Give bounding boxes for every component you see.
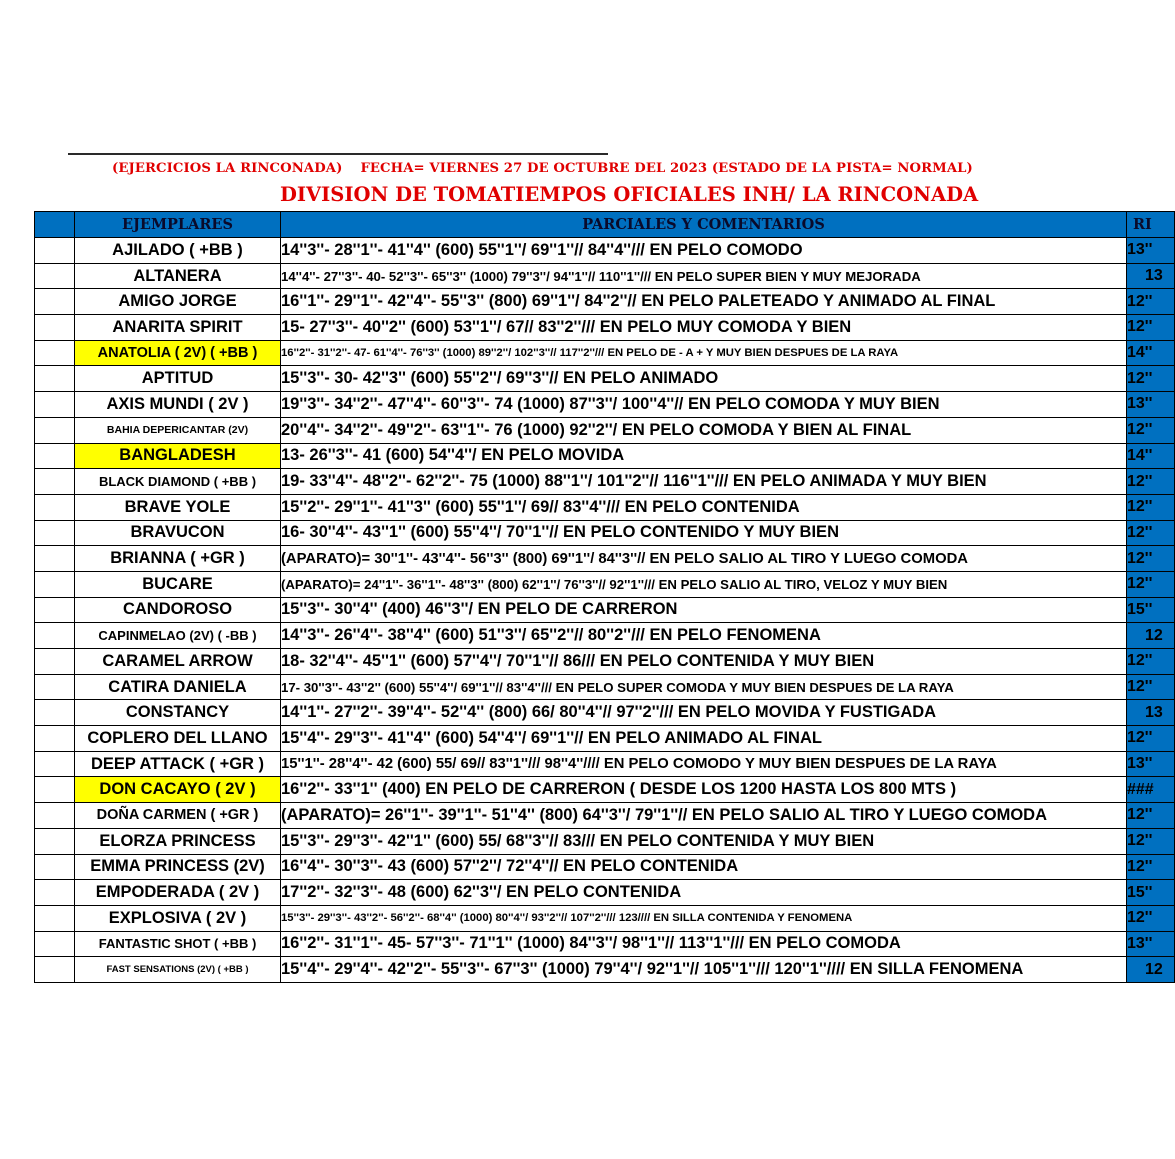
workout-result: 12'' bbox=[1127, 571, 1175, 597]
workout-result: 13'' bbox=[1127, 392, 1175, 418]
table-row bbox=[35, 751, 1175, 777]
workout-result: 12'' bbox=[1127, 289, 1175, 315]
horse-name: APTITUD bbox=[75, 366, 281, 392]
top-rule bbox=[68, 153, 608, 155]
header-blank-cell bbox=[35, 212, 75, 238]
table-row bbox=[35, 803, 1175, 829]
workout-splits: 15''3''- 30- 42''3'' (600) 55''2''/ 69''3''// EN PELO ANIMADO bbox=[281, 366, 1127, 392]
workout-splits: 16''1''- 29''1''- 42''4''- 55''3'' (800) 69''1''/ 84''2''// EN PELO PALETEADO Y ANIMADO AL FINAL bbox=[281, 289, 1127, 315]
table-row bbox=[35, 700, 1175, 726]
workout-result: 12 bbox=[1127, 623, 1175, 649]
table-row bbox=[35, 263, 1175, 289]
horse-name: DON CACAYO ( 2V ) bbox=[75, 777, 281, 803]
horse-name: EXPLOSIVA ( 2V ) bbox=[75, 905, 281, 931]
table-row bbox=[35, 392, 1175, 418]
workout-splits: 14''3''- 28''1''- 41''4'' (600) 55''1''/ 69''1''// 84''4''/// EN PELO COMODO bbox=[281, 238, 1127, 264]
horse-name: BLACK DIAMOND ( +BB ) bbox=[75, 469, 281, 495]
table-row bbox=[35, 546, 1175, 572]
workout-result: 12'' bbox=[1127, 520, 1175, 546]
workout-splits: 15''4''- 29''3''- 41''4'' (600) 54''4''/ 69''1''// EN PELO ANIMADO AL FINAL bbox=[281, 726, 1127, 752]
workout-result: 12'' bbox=[1127, 854, 1175, 880]
table-row bbox=[35, 854, 1175, 880]
workout-result: ### bbox=[1127, 777, 1175, 803]
workout-splits: 16''4''- 30''3''- 43 (600) 57''2''/ 72''4''// EN PELO CONTENIDA bbox=[281, 854, 1127, 880]
table-row bbox=[35, 905, 1175, 931]
table-row bbox=[35, 340, 1175, 366]
header-result: RI bbox=[1127, 212, 1175, 238]
workout-splits: 18- 32''4''- 45''1'' (600) 57''4''/ 70''1''// 86/// EN PELO CONTENIDA Y MUY BIEN bbox=[281, 649, 1127, 675]
horse-name: CARAMEL ARROW bbox=[75, 649, 281, 675]
horse-name: ALTANERA bbox=[75, 263, 281, 289]
table-row bbox=[35, 494, 1175, 520]
workout-splits: 17''2''- 32''3''- 48 (600) 62''3''/ EN PELO CONTENIDA bbox=[281, 880, 1127, 906]
horse-name: CATIRA DANIELA bbox=[75, 674, 281, 700]
table-row bbox=[35, 931, 1175, 957]
table-row bbox=[35, 520, 1175, 546]
workout-splits: 14''3''- 26''4''- 38''4'' (600) 51''3''/ 65''2''// 80''2''/// EN PELO FENOMENA bbox=[281, 623, 1127, 649]
horse-name: FANTASTIC SHOT ( +BB ) bbox=[75, 931, 281, 957]
workouts-table bbox=[34, 211, 1175, 983]
workout-splits: 15''3''- 30''4'' (400) 46''3''/ EN PELO DE CARRERON bbox=[281, 597, 1127, 623]
table-row bbox=[35, 597, 1175, 623]
table-row bbox=[35, 828, 1175, 854]
workout-result: 12'' bbox=[1127, 366, 1175, 392]
workout-splits: 19''3''- 34''2''- 47''4''- 60''3''- 74 (1000) 87''3''/ 100''4''// EN PELO COMODA Y MUY BIEN bbox=[281, 392, 1127, 418]
header-parciales: PARCIALES Y COMENTARIOS bbox=[281, 212, 1127, 238]
horse-name: ANARITA SPIRIT bbox=[75, 315, 281, 341]
table-row bbox=[35, 726, 1175, 752]
horse-name: ANATOLIA ( 2V) ( +BB ) bbox=[75, 340, 281, 366]
horse-name: AJILADO ( +BB ) bbox=[75, 238, 281, 264]
header-ejemplares: EJEMPLARES bbox=[75, 212, 281, 238]
horse-name: BANGLADESH bbox=[75, 443, 281, 469]
workout-splits: 14''4''- 27''3''- 40- 52''3''- 65''3'' (1000) 79''3''/ 94''1''// 110''1''/// EN PELO SUPER BIEN Y MUY MEJORADA bbox=[281, 263, 1127, 289]
horse-name: CANDOROSO bbox=[75, 597, 281, 623]
horse-name: BAHIA DEPERICANTAR (2V) bbox=[75, 417, 281, 443]
workout-splits: 16''2''- 31''2''- 47- 61''4''- 76''3'' (1000) 89''2''/ 102''3''// 117''2''/// EN PELO DE - A + Y MUY BIEN DESPUES DE LA RAYA bbox=[281, 340, 1127, 366]
horse-name: AXIS MUNDI ( 2V ) bbox=[75, 392, 281, 418]
workout-splits: 15''4''- 29''4''- 42''2''- 55''3''- 67''3'' (1000) 79''4''/ 92''1''// 105''1''/// 120''1''//// EN SILLA FENOMENA bbox=[281, 957, 1127, 983]
table-row bbox=[35, 957, 1175, 983]
horse-name: FAST SENSATIONS (2V) ( +BB ) bbox=[75, 957, 281, 983]
workout-splits: (APARATO)= 24''1''- 36''1''- 48''3'' (800) 62''1''/ 76''3''// 92''1''/// EN PELO SALIO AL TIRO, VELOZ Y MUY BIEN bbox=[281, 571, 1127, 597]
table-row bbox=[35, 469, 1175, 495]
workout-splits: 15''3''- 29''3''- 43''2''- 56''2''- 68''4'' (1000) 80''4''/ 93''2''// 107''2''/// 123//// EN SILLA CONTENIDA Y FENOMENA bbox=[281, 905, 1127, 931]
workout-result: 12'' bbox=[1127, 494, 1175, 520]
table-row bbox=[35, 623, 1175, 649]
session-label: (EJERCICIOS LA RINCONADA) bbox=[112, 161, 343, 176]
workout-splits: 16''2''- 31''1''- 45- 57''3''- 71''1'' (1000) 84''3''/ 98''1''// 113''1''/// EN PELO COMODA bbox=[281, 931, 1127, 957]
horse-name: BRAVE YOLE bbox=[75, 494, 281, 520]
workout-splits: 17- 30''3''- 43''2'' (600) 55''4''/ 69''1''// 83''4''/// EN PELO SUPER COMODA Y MUY BIEN DESPUES DE LA RAYA bbox=[281, 674, 1127, 700]
session-date: FECHA= VIERNES 27 DE OCTUBRE DEL 2023 (ESTADO DE LA PISTA= NORMAL) bbox=[360, 161, 973, 176]
table-row bbox=[35, 289, 1175, 315]
workout-result: 13'' bbox=[1127, 238, 1175, 264]
horse-name: CONSTANCY bbox=[75, 700, 281, 726]
workout-result: 14'' bbox=[1127, 443, 1175, 469]
workout-result: 12'' bbox=[1127, 315, 1175, 341]
session-subtitle bbox=[112, 161, 973, 176]
workout-result: 13 bbox=[1127, 263, 1175, 289]
workout-splits: 15- 27''3''- 40''2'' (600) 53''1''/ 67// 83''2''/// EN PELO MUY COMODA Y BIEN bbox=[281, 315, 1127, 341]
workout-splits: 15''1''- 28''4''- 42 (600) 55/ 69// 83''1''/// 98''4''//// EN PELO COMODO Y MUY BIEN DESPUES DE LA RAYA bbox=[281, 751, 1127, 777]
workout-splits: 14''1''- 27''2''- 39''4''- 52''4'' (800) 66/ 80''4''// 97''2''/// EN PELO MOVIDA Y FUSTIGADA bbox=[281, 700, 1127, 726]
workout-result: 12 bbox=[1127, 957, 1175, 983]
workout-splits: 16''2''- 33''1'' (400) EN PELO DE CARRERON ( DESDE LOS 1200 HASTA LOS 800 MTS ) bbox=[281, 777, 1127, 803]
workout-result: 12'' bbox=[1127, 828, 1175, 854]
workout-result: 12'' bbox=[1127, 649, 1175, 675]
workout-splits: 15''3''- 29''3''- 42''1'' (600) 55/ 68''3''// 83/// EN PELO CONTENIDA Y MUY BIEN bbox=[281, 828, 1127, 854]
table-row bbox=[35, 571, 1175, 597]
workout-result: 12'' bbox=[1127, 546, 1175, 572]
table-row bbox=[35, 417, 1175, 443]
horse-name: BUCARE bbox=[75, 571, 281, 597]
horse-name: AMIGO JORGE bbox=[75, 289, 281, 315]
workout-splits: 13- 26''3''- 41 (600) 54''4''/ EN PELO MOVIDA bbox=[281, 443, 1127, 469]
page-title: DIVISION DE TOMATIEMPOS OFICIALES INH/ LA RINCONADA bbox=[280, 183, 979, 206]
workout-result: 12'' bbox=[1127, 417, 1175, 443]
workout-result: 12'' bbox=[1127, 674, 1175, 700]
table-row bbox=[35, 777, 1175, 803]
table-row bbox=[35, 238, 1175, 264]
horse-name: ELORZA PRINCESS bbox=[75, 828, 281, 854]
horse-name: CAPINMELAO (2V) ( -BB ) bbox=[75, 623, 281, 649]
horse-name: EMPODERADA ( 2V ) bbox=[75, 880, 281, 906]
workout-result: 13 bbox=[1127, 700, 1175, 726]
table-header-row bbox=[35, 212, 1175, 238]
workout-splits: (APARATO)= 26''1''- 39''1''- 51''4'' (800) 64''3''/ 79''1''// EN PELO SALIO AL TIRO Y LUEGO COMODA bbox=[281, 803, 1127, 829]
table-row bbox=[35, 880, 1175, 906]
horse-name: BRAVUCON bbox=[75, 520, 281, 546]
table-row bbox=[35, 366, 1175, 392]
table-row bbox=[35, 315, 1175, 341]
workout-result: 14'' bbox=[1127, 340, 1175, 366]
workout-result: 13'' bbox=[1127, 751, 1175, 777]
workout-splits: 15''2''- 29''1''- 41''3'' (600) 55''1''/ 69// 83''4''/// EN PELO CONTENIDA bbox=[281, 494, 1127, 520]
table-row bbox=[35, 674, 1175, 700]
workout-splits: 19- 33''4''- 48''2''- 62''2''- 75 (1000) 88''1''/ 101''2''// 116''1''/// EN PELO ANIMADA Y MUY BIEN bbox=[281, 469, 1127, 495]
horse-name: COPLERO DEL LLANO bbox=[75, 726, 281, 752]
workout-result: 12'' bbox=[1127, 726, 1175, 752]
workout-splits: 16- 30''4''- 43''1'' (600) 55''4''/ 70''1''// EN PELO CONTENIDO Y MUY BIEN bbox=[281, 520, 1127, 546]
workout-result: 12'' bbox=[1127, 469, 1175, 495]
workout-result: 13'' bbox=[1127, 931, 1175, 957]
workout-splits: 20''4''- 34''2''- 49''2''- 63''1''- 76 (1000) 92''2''/ EN PELO COMODA Y BIEN AL FINAL bbox=[281, 417, 1127, 443]
workout-result: 12'' bbox=[1127, 905, 1175, 931]
horse-name: DEEP ATTACK ( +GR ) bbox=[75, 751, 281, 777]
table-row bbox=[35, 649, 1175, 675]
table-row bbox=[35, 443, 1175, 469]
horse-name: EMMA PRINCESS (2V) bbox=[75, 854, 281, 880]
horse-name: BRIANNA ( +GR ) bbox=[75, 546, 281, 572]
workout-result: 12'' bbox=[1127, 803, 1175, 829]
workout-result: 15'' bbox=[1127, 880, 1175, 906]
workout-result: 15'' bbox=[1127, 597, 1175, 623]
workout-splits: (APARATO)= 30''1''- 43''4''- 56''3'' (800) 69''1''/ 84''3''// EN PELO SALIO AL TIRO Y LUEGO COMODA bbox=[281, 546, 1127, 572]
horse-name: DOÑA CARMEN ( +GR ) bbox=[75, 803, 281, 829]
